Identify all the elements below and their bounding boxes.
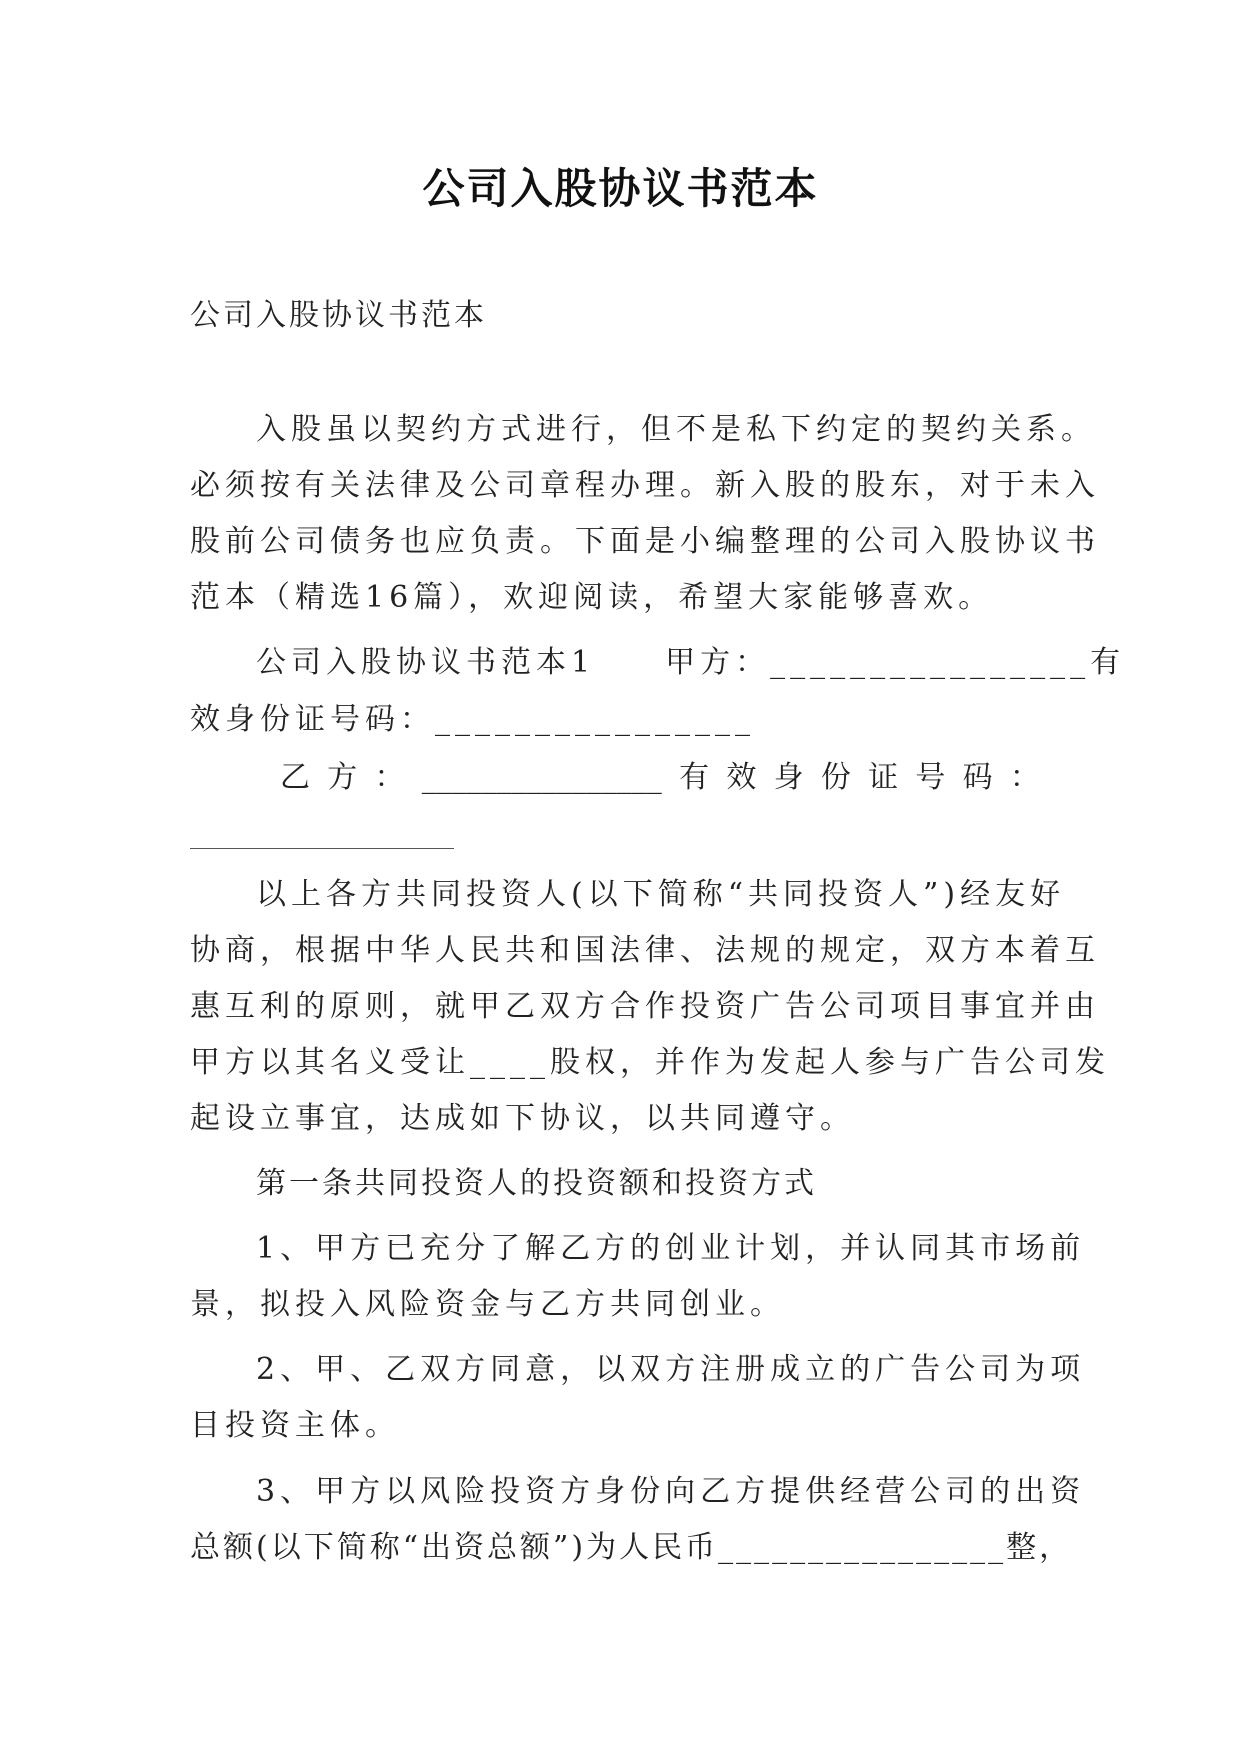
party-b-part: 乙 — [280, 760, 310, 795]
party-b-part: 身 — [773, 760, 804, 795]
party-b-id-blank — [190, 848, 454, 849]
document-title: 公司入股协议书范本 — [422, 164, 819, 213]
paragraph-line: 协商，根据中华人民共和国法律、法规的规定，双方本着互 — [190, 933, 1100, 968]
paragraph-line: 甲方以其名义受让____股权，并作为发起人参与广告公司发 — [190, 1045, 1110, 1080]
party-b-name-blank: ________________ — [421, 760, 662, 795]
paragraph-line: 惠互利的原则，就甲乙双方合作投资广告公司项目事宜并由 — [190, 989, 1100, 1024]
paragraph-line: 2、甲、乙双方同意，以双方注册成立的广告公司为项 — [256, 1352, 1086, 1387]
party-b-part: 码 — [962, 760, 993, 795]
party-b-part: 有 — [679, 760, 710, 795]
paragraph-line: 起设立事宜，达成如下协议，以共同遵守。 — [190, 1101, 855, 1136]
paragraph-line: 股前公司债务也应负责。下面是小编整理的公司入股协议书 — [190, 524, 1100, 559]
section-heading: 第一条共同投资人的投资额和投资方式 — [256, 1166, 817, 1201]
party-b-line — [280, 758, 1040, 798]
party-b-part: 证 — [868, 760, 899, 795]
paragraph-line: 目投资主体。 — [190, 1408, 400, 1443]
party-b-part: 方 — [327, 760, 358, 795]
party-b-part: 效 — [726, 760, 757, 795]
party-b-part: 号 — [915, 760, 946, 795]
paragraph-line: 总额(以下简称“出资总额”)为人民币________________整， — [190, 1530, 1073, 1565]
paragraph-line: 以上各方共同投资人(以下简称“共同投资人”)经友好 — [256, 877, 1066, 912]
party-b-part: 份 — [820, 760, 851, 795]
paragraph-line: 范本（精选16篇），欢迎阅读，希望大家能够喜欢。 — [190, 580, 994, 615]
document-subtitle: 公司入股协议书范本 — [190, 298, 487, 333]
paragraph-line: 入股虽以契约方式进行，但不是私下约定的契约关系。 — [256, 412, 1096, 447]
party-b-part: ： — [374, 760, 405, 795]
party-a-line: 公司入股协议书范本1 甲方：________________有 — [256, 645, 1126, 680]
paragraph-line: 必须按有关法律及公司章程办理。新入股的股东，对于未入 — [190, 468, 1100, 503]
paragraph-line: 3、甲方以风险投资方身份向乙方提供经营公司的出资 — [256, 1474, 1086, 1509]
party-a-id-line: 效身份证号码：________________ — [190, 702, 755, 737]
paragraph-line: 景，拟投入风险资金与乙方共同创业。 — [190, 1287, 785, 1322]
paragraph-line: 1、甲方已充分了解乙方的创业计划，并认同其市场前 — [256, 1231, 1086, 1266]
party-b-part: ： — [1009, 760, 1040, 795]
